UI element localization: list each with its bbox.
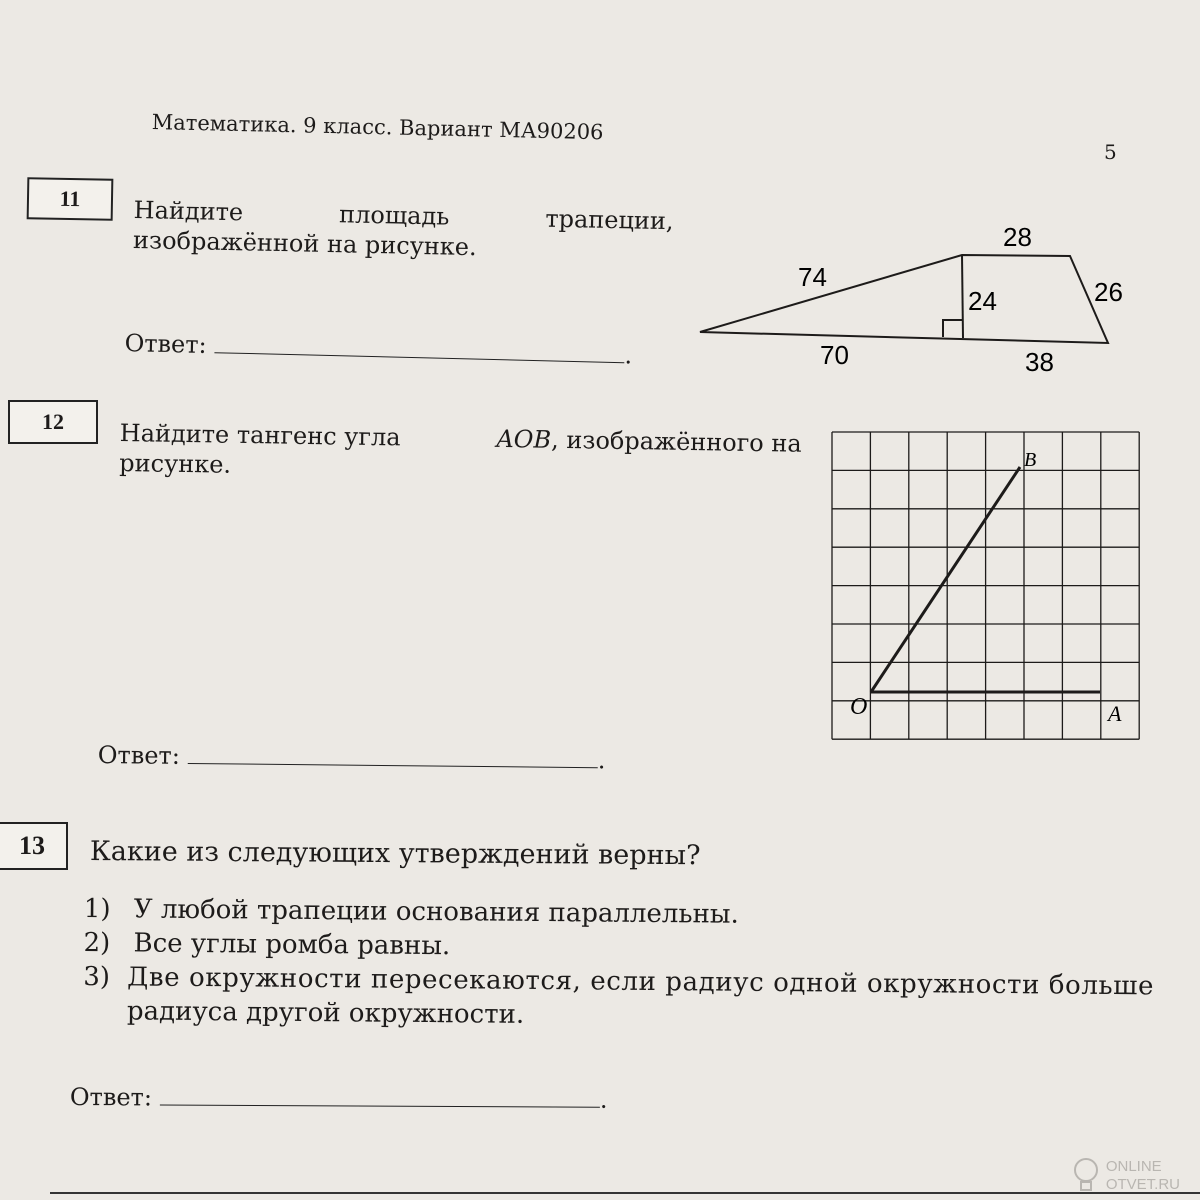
q11-word-1: Найдите: [133, 195, 244, 227]
q12-answer-label: Ответ:: [97, 740, 181, 770]
question-11-answer: Ответ: .: [124, 328, 633, 370]
q13-answer-label: Ответ:: [69, 1083, 153, 1112]
question-12-answer: Ответ: .: [97, 740, 606, 775]
trapezoid-height-line: [962, 255, 963, 338]
ray-ob: [871, 467, 1020, 692]
option-2-text: Все углы ромба равны.: [133, 928, 451, 962]
question-11-number: 11: [27, 177, 114, 220]
option-1-text: У любой трапеции основания параллельны.: [133, 894, 739, 930]
q12-answer-field[interactable]: [188, 741, 598, 768]
point-o-label: O: [850, 694, 868, 720]
question-12-number: 12: [8, 400, 98, 444]
label-height: 24: [968, 286, 997, 316]
q11-word-3: трапеции,: [545, 204, 674, 236]
question-12-text: [119, 418, 802, 489]
label-right-side: 26: [1094, 277, 1123, 307]
option-2-num: 2): [83, 927, 111, 959]
lightbulb-icon: [1072, 1156, 1100, 1196]
trapezoid-figure: [690, 220, 1130, 380]
point-b-label: B: [1024, 449, 1037, 471]
question-13-number: 13: [0, 822, 68, 870]
watermark-line2: OTVET.RU: [1105, 1176, 1180, 1193]
q11-answer-field[interactable]: [214, 330, 624, 363]
point-a-label: A: [1108, 701, 1122, 726]
watermark-line1: ONLINE: [1105, 1158, 1162, 1175]
trapezoid-outline: [700, 255, 1108, 343]
right-angle-mark: [943, 320, 963, 337]
label-bottom-left: 70: [820, 340, 849, 370]
question-13-text: Какие из следующих утверждений верны?: [89, 836, 701, 872]
page-number: 5: [1104, 140, 1117, 164]
option-3-cont: радиуса другой окружности.: [126, 996, 525, 1030]
question-13-options: [83, 892, 1164, 1037]
option-3-num: 3): [83, 961, 111, 993]
question-11-text: [133, 195, 674, 266]
option-1-num: 1): [83, 893, 111, 925]
q12-text-line2: рисунке.: [119, 448, 232, 479]
q12-text-suffix: , изображённого на: [550, 425, 802, 458]
q11-answer-label: Ответ:: [124, 328, 207, 359]
option-3-text: Две окружности пересекаются, если радиус одной окружности больше: [127, 962, 1155, 1002]
q12-text-prefix: Найдите тангенс угла: [119, 418, 401, 452]
bottom-divider: [50, 1192, 1200, 1194]
page-header: Математика. 9 класс. Вариант МА90206: [151, 110, 604, 145]
watermark: [1072, 1156, 1180, 1196]
angle-grid-figure: [826, 424, 1144, 740]
question-13-answer: Ответ: .: [69, 1083, 608, 1114]
label-bottom-right: 38: [1025, 347, 1054, 377]
q11-word-2: площадь: [338, 200, 450, 231]
label-left-side: 74: [798, 262, 827, 292]
label-top-side: 28: [1003, 222, 1032, 252]
q13-answer-field[interactable]: [160, 1082, 600, 1107]
q11-text-line2: изображённой на рисунке.: [132, 225, 477, 262]
q12-angle-name: AOB: [496, 424, 552, 454]
